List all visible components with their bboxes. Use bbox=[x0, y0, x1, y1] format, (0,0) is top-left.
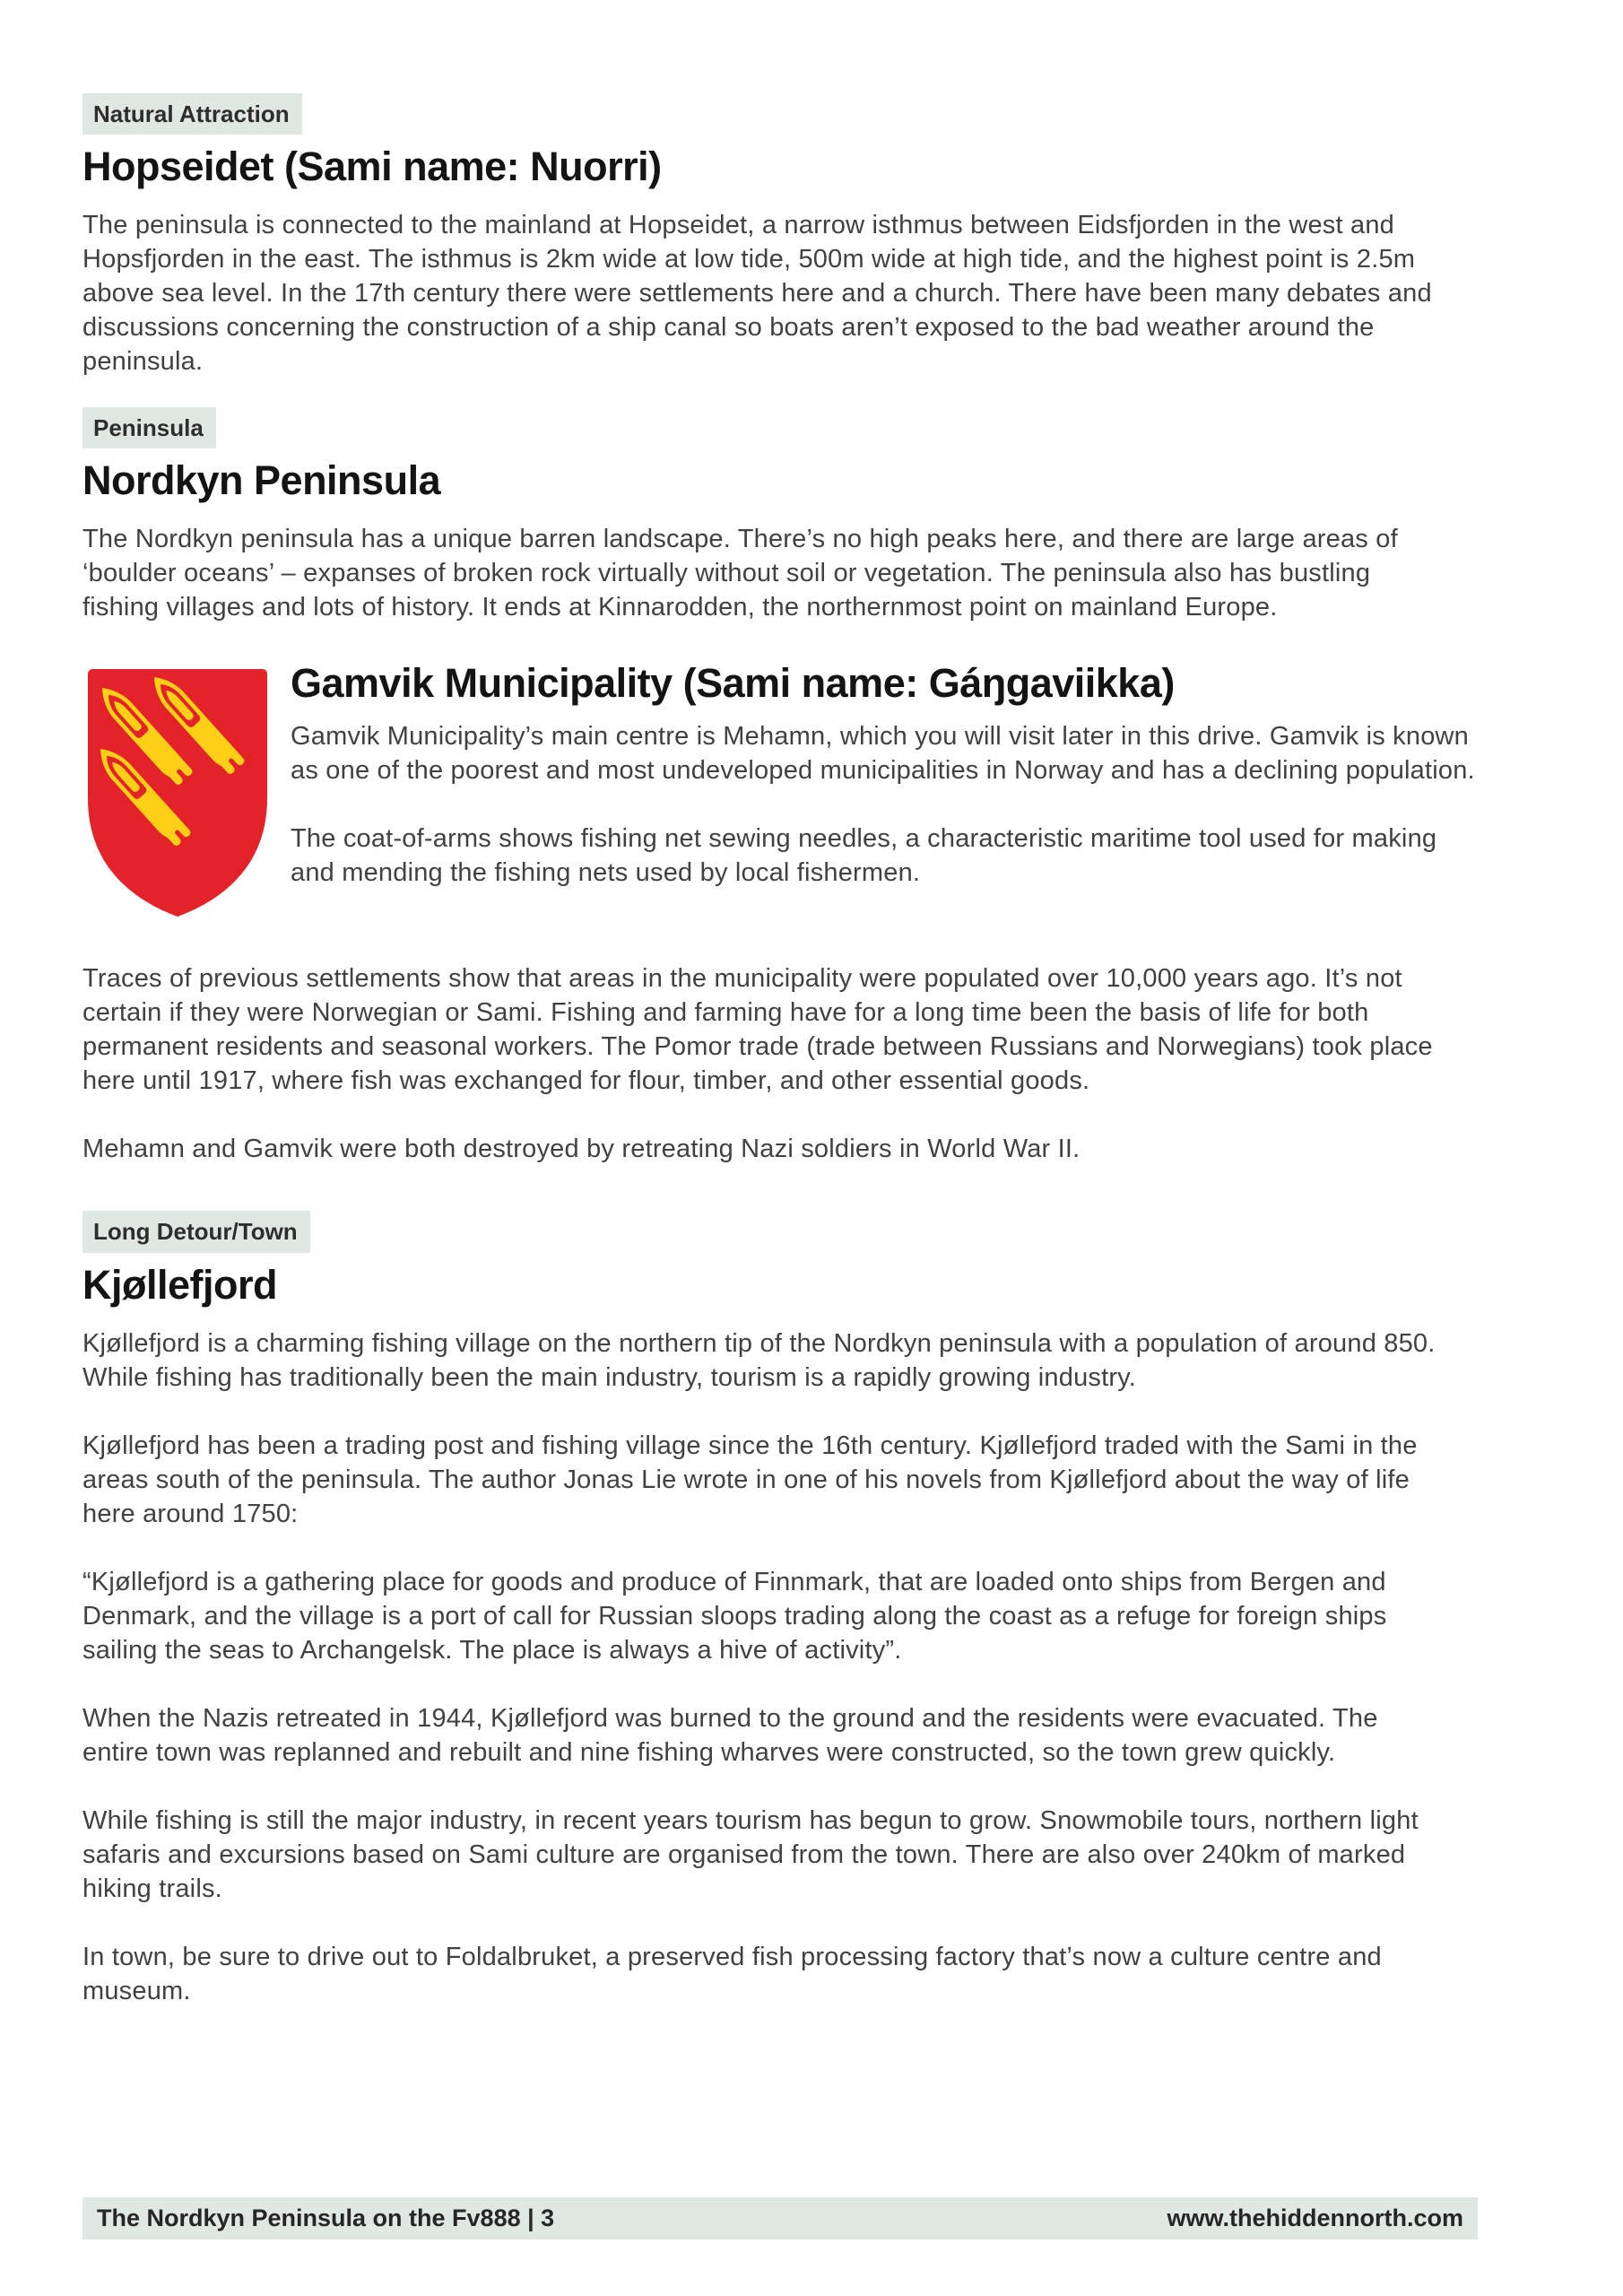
paragraph-kjollefjord-foldalbruket: In town, be sure to drive out to Foldalbruket, a preserved fish processing factory that’s now a culture centre and museum. bbox=[82, 1942, 1382, 2005]
section-nordkyn bbox=[82, 407, 1506, 624]
section-title-gamvik: Gamvik Municipality (Sami name: Gáŋgaviikka) bbox=[291, 660, 1175, 707]
category-badge-peninsula: Peninsula bbox=[82, 407, 216, 448]
category-badge-long-detour-town: Long Detour/Town bbox=[82, 1211, 310, 1252]
section-hopseidet bbox=[82, 93, 1506, 378]
paragraph-hopseidet: The peninsula is connected to the mainland at Hopseidet, a narrow isthmus between Eidsfjorden in the west and Hopsfjorden in the east. The isthmus is 2km wide at low tide, 500m wide at high tide, and the highest point is 2.5m above sea level. In the 17th century there were settlements here and a church. There have been many debates and discussions concerning the construction of a ship canal so boats aren’t exposed to the bad weather around the peninsula. bbox=[82, 211, 1432, 377]
category-badge-natural-attraction: Natural Attraction bbox=[82, 93, 302, 135]
footer-page-title: The Nordkyn Peninsula on the Fv888 | 3 bbox=[97, 2205, 555, 2231]
gamvik-text-column bbox=[291, 660, 1506, 922]
paragraph-kjollefjord-ww2: When the Nazis retreated in 1944, Kjøllefjord was burned to the ground and the residents were evacuated. The entire town was replanned and rebuilt and nine fishing wharves were constructed, so the town grew quickly. bbox=[82, 1703, 1378, 1767]
section-title-nordkyn: Nordkyn Peninsula bbox=[82, 457, 441, 504]
paragraph-gamvik-coat-of-arms: The coat-of-arms shows fishing net sewing needles, a characteristic maritime tool used for making and mending the fishing nets used by local fishermen. bbox=[291, 824, 1437, 888]
section-gamvik bbox=[82, 660, 1506, 1166]
section-title-kjollefjord: Kjøllefjord bbox=[82, 1261, 277, 1308]
paragraph-gamvik-ww2: Mehamn and Gamvik were both destroyed by retreating Nazi soldiers in World War II. bbox=[82, 1135, 1081, 1164]
paragraph-nordkyn: The Nordkyn peninsula has a unique barren landscape. There’s no high peaks here, and there are large areas of ‘boulder oceans’ – expanses of broken rock virtually without soil or vegetation. The peninsula also has bustling fishing villages and lots of history. It ends at Kinnarodden, the northernmost point on mainland Europe. bbox=[82, 525, 1398, 622]
footer-website-link[interactable]: www.thehiddennorth.com bbox=[1167, 2205, 1463, 2231]
footer-bar bbox=[82, 2197, 1478, 2239]
paragraph-kjollefjord-trading: Kjøllefjord has been a trading post and fishing village since the 16th century. Kjøllefjord traded with the Sami in the areas south of the peninsula. The author Jonas Lie wrote in one of his novels from Kjøllefjord about the way of life here around 1750: bbox=[82, 1431, 1418, 1528]
paragraph-gamvik-intro: Gamvik Municipality’s main centre is Mehamn, which you will visit later in this drive. Gamvik is known as one of the poorest and most undeveloped municipalities in Norway and has a declining population. bbox=[291, 722, 1475, 786]
paragraph-kjollefjord-tourism: While fishing is still the major industry, in recent years tourism has begun to grow. Snowmobile tours, northern light safaris and excursions based on Sami culture are organised from the town. There are also over 240km of marked hiking trails. bbox=[82, 1805, 1419, 1903]
paragraph-kjollefjord-intro: Kjøllefjord is a charming fishing village on the northern tip of the Nordkyn peninsula with a population of around 850. While fishing has traditionally been the main industry, tourism is a rapidly growing industry. bbox=[82, 1328, 1436, 1392]
paragraph-kjollefjord-quote: “Kjøllefjord is a gathering place for goods and produce of Finnmark, that are loaded onto ships from Bergen and Denmark, and the village is a port of call for Russian sloops trading along the coast as a refuge for foreign ships sailing the seas to Archangelsk. The place is always a hive of activity”. bbox=[82, 1567, 1387, 1665]
gamvik-coat-of-arms-icon bbox=[82, 664, 273, 922]
section-kjollefjord bbox=[82, 1211, 1506, 2007]
paragraph-gamvik-history: Traces of previous settlements show that areas in the municipality were populated over 10,000 years ago. It’s not certain if they were Norwegian or Sami. Fishing and farming have for a long time been the basis of life for both permanent residents and seasonal workers. The Pomor trade (trade between Russians and Norwegians) took place here until 1917, where fish was exchanged for flour, timber, and other essential goods. bbox=[82, 964, 1433, 1096]
section-title-hopseidet: Hopseidet (Sami name: Nuorri) bbox=[82, 144, 662, 190]
